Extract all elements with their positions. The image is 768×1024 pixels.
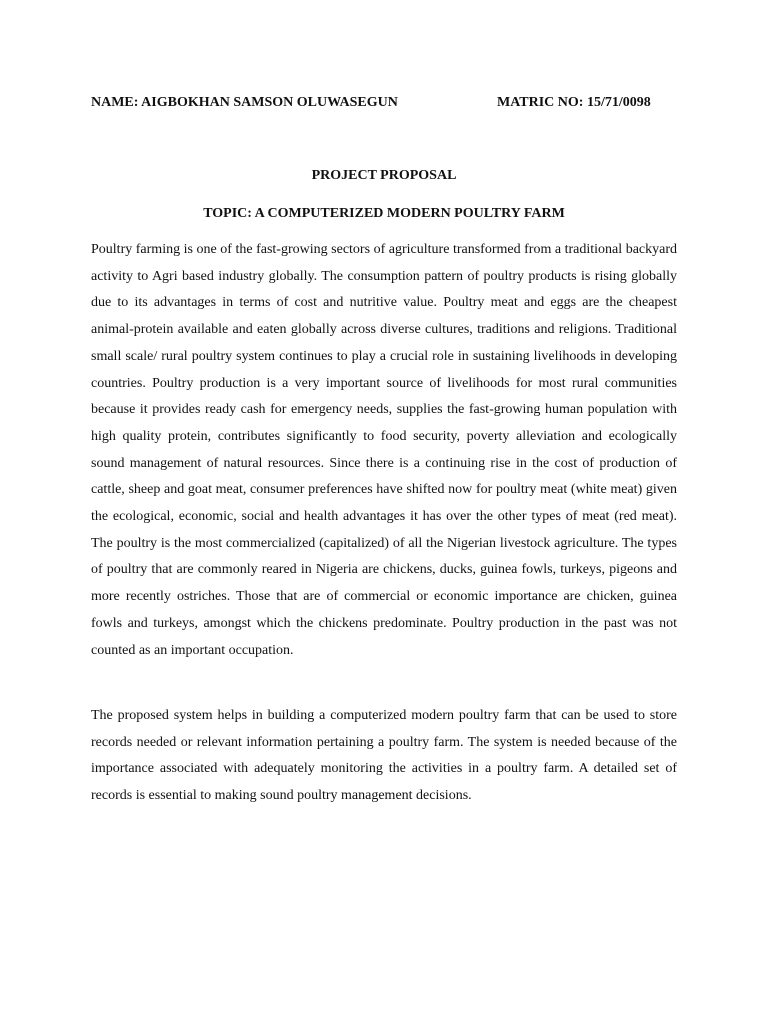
body-paragraph-2: The proposed system helps in building a computerized modern poultry farm that can be used to store records needed or relevant information pertaining a poultry farm. The system is needed because of the importance associated with adequately monitoring the activities in a poultry farm. A detailed set of records is essential to making sound poultry management decisions. (91, 708, 677, 804)
student-name: NAME: AIGBOKHAN SAMSON OLUWASEGUN (91, 95, 398, 110)
body-paragraph-1: Poultry farming is one of the fast-growing sectors of agriculture transformed from a traditional backyard activity to Agri based industry globally. The consumption pattern of poultry products is rising globally due to its advantages in terms of cost and nutritive value. Poultry meat and eggs are the cheapest animal-protein available and eaten globally across diverse cultures, traditions and religions. Traditional small scale/ rural poultry system continues to play a crucial role in sustaining livelihoods in developing countries. Poultry production is a very important source of livelihoods for most rural communities because it provides ready cash for emergency needs, supplies the fast-growing human population with high quality protein, contributes significantly to food security, poverty alleviation and ecologically sound management of natural resources. Since there is a continuing rise in the cost of production of cattle, sheep and goat meat, consumer preferences have shifted now for poultry meat (white meat) given the ecological, economic, social and health advantages it has over the other types of meat (red meat). The poultry is the most commercialized (capitalized) of all the Nigerian livestock agriculture. The types of poultry that are commonly reared in Nigeria are chickens, ducks, guinea fowls, turkeys, pigeons and more recently ostriches. Those that are of commercial or economic importance are chicken, guinea fowls and turkeys, amongst which the chickens predominate. Poultry production in the past was not counted as an important occupation. (91, 242, 677, 658)
document-topic: TOPIC: A COMPUTERIZED MODERN POULTRY FARM (203, 206, 565, 221)
matric-number: MATRIC NO: 15/71/0098 (497, 95, 651, 110)
document-heading: PROJECT PROPOSAL (311, 168, 457, 183)
